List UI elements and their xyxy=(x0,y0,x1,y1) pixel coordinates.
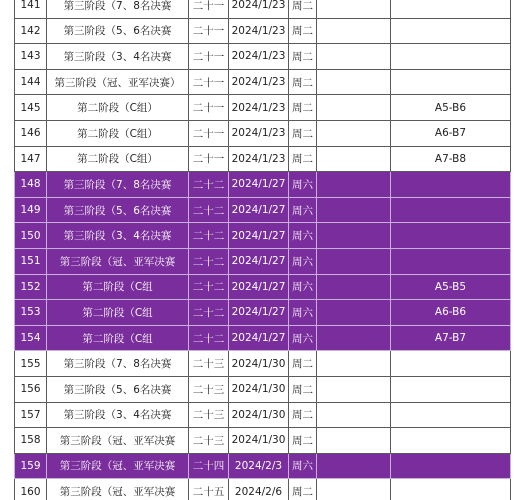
blank-cell xyxy=(317,300,391,326)
table-row xyxy=(15,376,511,402)
weekday-cell: 周六 xyxy=(289,172,317,198)
match-number-cell: 157 xyxy=(15,402,47,428)
stage-cell: 第二阶段（C组 xyxy=(47,274,189,300)
date-cell: 2024/1/23 xyxy=(229,0,289,18)
weekday-cell: 周六 xyxy=(289,223,317,249)
match-number-cell: 146 xyxy=(15,120,47,146)
stage-cell: 第二阶段（C组） xyxy=(47,146,189,172)
blank-cell xyxy=(317,18,391,44)
weekday-cell: 周二 xyxy=(289,146,317,172)
date-cell: 2024/1/23 xyxy=(229,44,289,70)
matchup-cell xyxy=(391,402,511,428)
table-row xyxy=(15,428,511,454)
date-cell: 2024/1/30 xyxy=(229,428,289,454)
round-cell: 二十一 xyxy=(189,69,229,95)
round-cell: 二十三 xyxy=(189,351,229,377)
blank-cell xyxy=(317,223,391,249)
stage-cell: 第三阶段（7、8名决赛 xyxy=(47,351,189,377)
round-cell: 二十三 xyxy=(189,402,229,428)
table-row xyxy=(15,248,511,274)
match-number-cell: 143 xyxy=(15,44,47,70)
match-number-cell: 148 xyxy=(15,172,47,198)
table-row xyxy=(15,351,511,377)
date-cell: 2024/1/27 xyxy=(229,274,289,300)
round-cell: 二十二 xyxy=(189,248,229,274)
date-cell: 2024/1/23 xyxy=(229,95,289,121)
match-number-cell: 155 xyxy=(15,351,47,377)
weekday-cell: 周二 xyxy=(289,402,317,428)
match-number-cell: 147 xyxy=(15,146,47,172)
match-number-cell: 144 xyxy=(15,69,47,95)
match-number-cell: 156 xyxy=(15,376,47,402)
weekday-cell: 周六 xyxy=(289,274,317,300)
match-number-cell: 152 xyxy=(15,274,47,300)
weekday-cell: 周二 xyxy=(289,351,317,377)
round-cell: 二十三 xyxy=(189,428,229,454)
matchup-cell: A6-B6 xyxy=(391,300,511,326)
stage-cell: 第三阶段（冠、亚军决赛 xyxy=(47,428,189,454)
blank-cell xyxy=(317,402,391,428)
stage-cell: 第三阶段（5、6名决赛 xyxy=(47,197,189,223)
stage-cell: 第二阶段（C组） xyxy=(47,120,189,146)
date-cell: 2024/1/27 xyxy=(229,223,289,249)
match-number-cell: 154 xyxy=(15,325,47,351)
date-cell: 2024/1/23 xyxy=(229,69,289,95)
matchup-cell: A7-B8 xyxy=(391,146,511,172)
matchup-cell xyxy=(391,0,511,18)
weekday-cell: 周二 xyxy=(289,44,317,70)
matchup-cell xyxy=(391,69,511,95)
date-cell: 2024/1/30 xyxy=(229,402,289,428)
weekday-cell: 周二 xyxy=(289,0,317,18)
matchup-cell xyxy=(391,376,511,402)
weekday-cell: 周六 xyxy=(289,248,317,274)
table-row xyxy=(15,172,511,198)
round-cell: 二十二 xyxy=(189,172,229,198)
blank-cell xyxy=(317,351,391,377)
round-cell: 二十二 xyxy=(189,325,229,351)
date-cell: 2024/1/23 xyxy=(229,146,289,172)
blank-cell xyxy=(317,120,391,146)
round-cell: 二十一 xyxy=(189,146,229,172)
round-cell: 二十二 xyxy=(189,274,229,300)
blank-cell xyxy=(317,274,391,300)
blank-cell xyxy=(317,0,391,18)
date-cell: 2024/1/23 xyxy=(229,18,289,44)
stage-cell: 第三阶段（冠、亚军决赛 xyxy=(47,453,189,479)
blank-cell xyxy=(317,453,391,479)
stage-cell: 第三阶段（5、6名决赛 xyxy=(47,376,189,402)
stage-cell: 第三阶段（3、4名决赛 xyxy=(47,223,189,249)
round-cell: 二十一 xyxy=(189,0,229,18)
round-cell: 二十五 xyxy=(189,479,229,500)
date-cell: 2024/2/3 xyxy=(229,453,289,479)
matchup-cell xyxy=(391,44,511,70)
round-cell: 二十四 xyxy=(189,453,229,479)
blank-cell xyxy=(317,44,391,70)
matchup-cell xyxy=(391,18,511,44)
table-row xyxy=(15,95,511,121)
match-number-cell: 158 xyxy=(15,428,47,454)
round-cell: 二十二 xyxy=(189,223,229,249)
match-number-cell: 160 xyxy=(15,479,47,500)
round-cell: 二十一 xyxy=(189,44,229,70)
table-row xyxy=(15,325,511,351)
matchup-cell: A7-B7 xyxy=(391,325,511,351)
weekday-cell: 周二 xyxy=(289,428,317,454)
stage-cell: 第二阶段（C组 xyxy=(47,300,189,326)
round-cell: 二十一 xyxy=(189,18,229,44)
table-row xyxy=(15,402,511,428)
stage-cell: 第三阶段（7、8名决赛 xyxy=(47,172,189,198)
blank-cell xyxy=(317,146,391,172)
weekday-cell: 周二 xyxy=(289,95,317,121)
matchup-cell xyxy=(391,172,511,198)
matchup-cell xyxy=(391,428,511,454)
blank-cell xyxy=(317,325,391,351)
date-cell: 2024/1/27 xyxy=(229,172,289,198)
date-cell: 2024/1/30 xyxy=(229,351,289,377)
match-number-cell: 149 xyxy=(15,197,47,223)
stage-cell: 第三阶段（5、6名决赛 xyxy=(47,18,189,44)
stage-cell: 第二阶段（C组） xyxy=(47,95,189,121)
blank-cell xyxy=(317,479,391,500)
match-number-cell: 142 xyxy=(15,18,47,44)
weekday-cell: 周二 xyxy=(289,120,317,146)
weekday-cell: 周六 xyxy=(289,325,317,351)
table-row xyxy=(15,300,511,326)
matchup-cell xyxy=(391,197,511,223)
round-cell: 二十二 xyxy=(189,197,229,223)
match-number-cell: 159 xyxy=(15,453,47,479)
round-cell: 二十一 xyxy=(189,95,229,121)
stage-cell: 第三阶段（3、4名决赛 xyxy=(47,402,189,428)
table-row xyxy=(15,44,511,70)
match-number-cell: 150 xyxy=(15,223,47,249)
weekday-cell: 周六 xyxy=(289,197,317,223)
date-cell: 2024/1/27 xyxy=(229,197,289,223)
match-number-cell: 141 xyxy=(15,0,47,18)
match-number-cell: 153 xyxy=(15,300,47,326)
date-cell: 2024/1/30 xyxy=(229,376,289,402)
table-row xyxy=(15,453,511,479)
round-cell: 二十三 xyxy=(189,376,229,402)
blank-cell xyxy=(317,172,391,198)
blank-cell xyxy=(317,197,391,223)
table-row xyxy=(15,146,511,172)
table-row xyxy=(15,0,511,18)
blank-cell xyxy=(317,95,391,121)
table-row xyxy=(15,197,511,223)
matchup-cell: A5-B6 xyxy=(391,95,511,121)
table-row xyxy=(15,479,511,500)
matchup-cell xyxy=(391,248,511,274)
blank-cell xyxy=(317,248,391,274)
weekday-cell: 周二 xyxy=(289,376,317,402)
weekday-cell: 周六 xyxy=(289,300,317,326)
stage-cell: 第三阶段（7、8名决赛 xyxy=(47,0,189,18)
stage-cell: 第三阶段（冠、亚军决赛 xyxy=(47,248,189,274)
weekday-cell: 周二 xyxy=(289,69,317,95)
blank-cell xyxy=(317,376,391,402)
matchup-cell: A6-B7 xyxy=(391,120,511,146)
date-cell: 2024/1/27 xyxy=(229,325,289,351)
table-row xyxy=(15,18,511,44)
table-row xyxy=(15,69,511,95)
stage-cell: 第三阶段（冠、亚军决赛） xyxy=(47,69,189,95)
table-row xyxy=(15,274,511,300)
matchup-cell: A5-B5 xyxy=(391,274,511,300)
blank-cell xyxy=(317,428,391,454)
match-number-cell: 145 xyxy=(15,95,47,121)
round-cell: 二十二 xyxy=(189,300,229,326)
stage-cell: 第三阶段（冠、亚军决赛 xyxy=(47,479,189,500)
stage-cell: 第三阶段（3、4名决赛 xyxy=(47,44,189,70)
matchup-cell xyxy=(391,223,511,249)
matchup-cell xyxy=(391,351,511,377)
schedule-rows xyxy=(15,0,511,500)
table-row xyxy=(15,223,511,249)
date-cell: 2024/2/6 xyxy=(229,479,289,500)
weekday-cell: 周二 xyxy=(289,18,317,44)
date-cell: 2024/1/27 xyxy=(229,300,289,326)
matchup-cell xyxy=(391,479,511,500)
table-row xyxy=(15,120,511,146)
blank-cell xyxy=(317,69,391,95)
date-cell: 2024/1/23 xyxy=(229,120,289,146)
weekday-cell: 周六 xyxy=(289,453,317,479)
matchup-cell xyxy=(391,453,511,479)
stage-cell: 第二阶段（C组 xyxy=(47,325,189,351)
round-cell: 二十一 xyxy=(189,120,229,146)
match-number-cell: 151 xyxy=(15,248,47,274)
schedule-table xyxy=(14,0,511,500)
date-cell: 2024/1/27 xyxy=(229,248,289,274)
weekday-cell: 周二 xyxy=(289,479,317,500)
